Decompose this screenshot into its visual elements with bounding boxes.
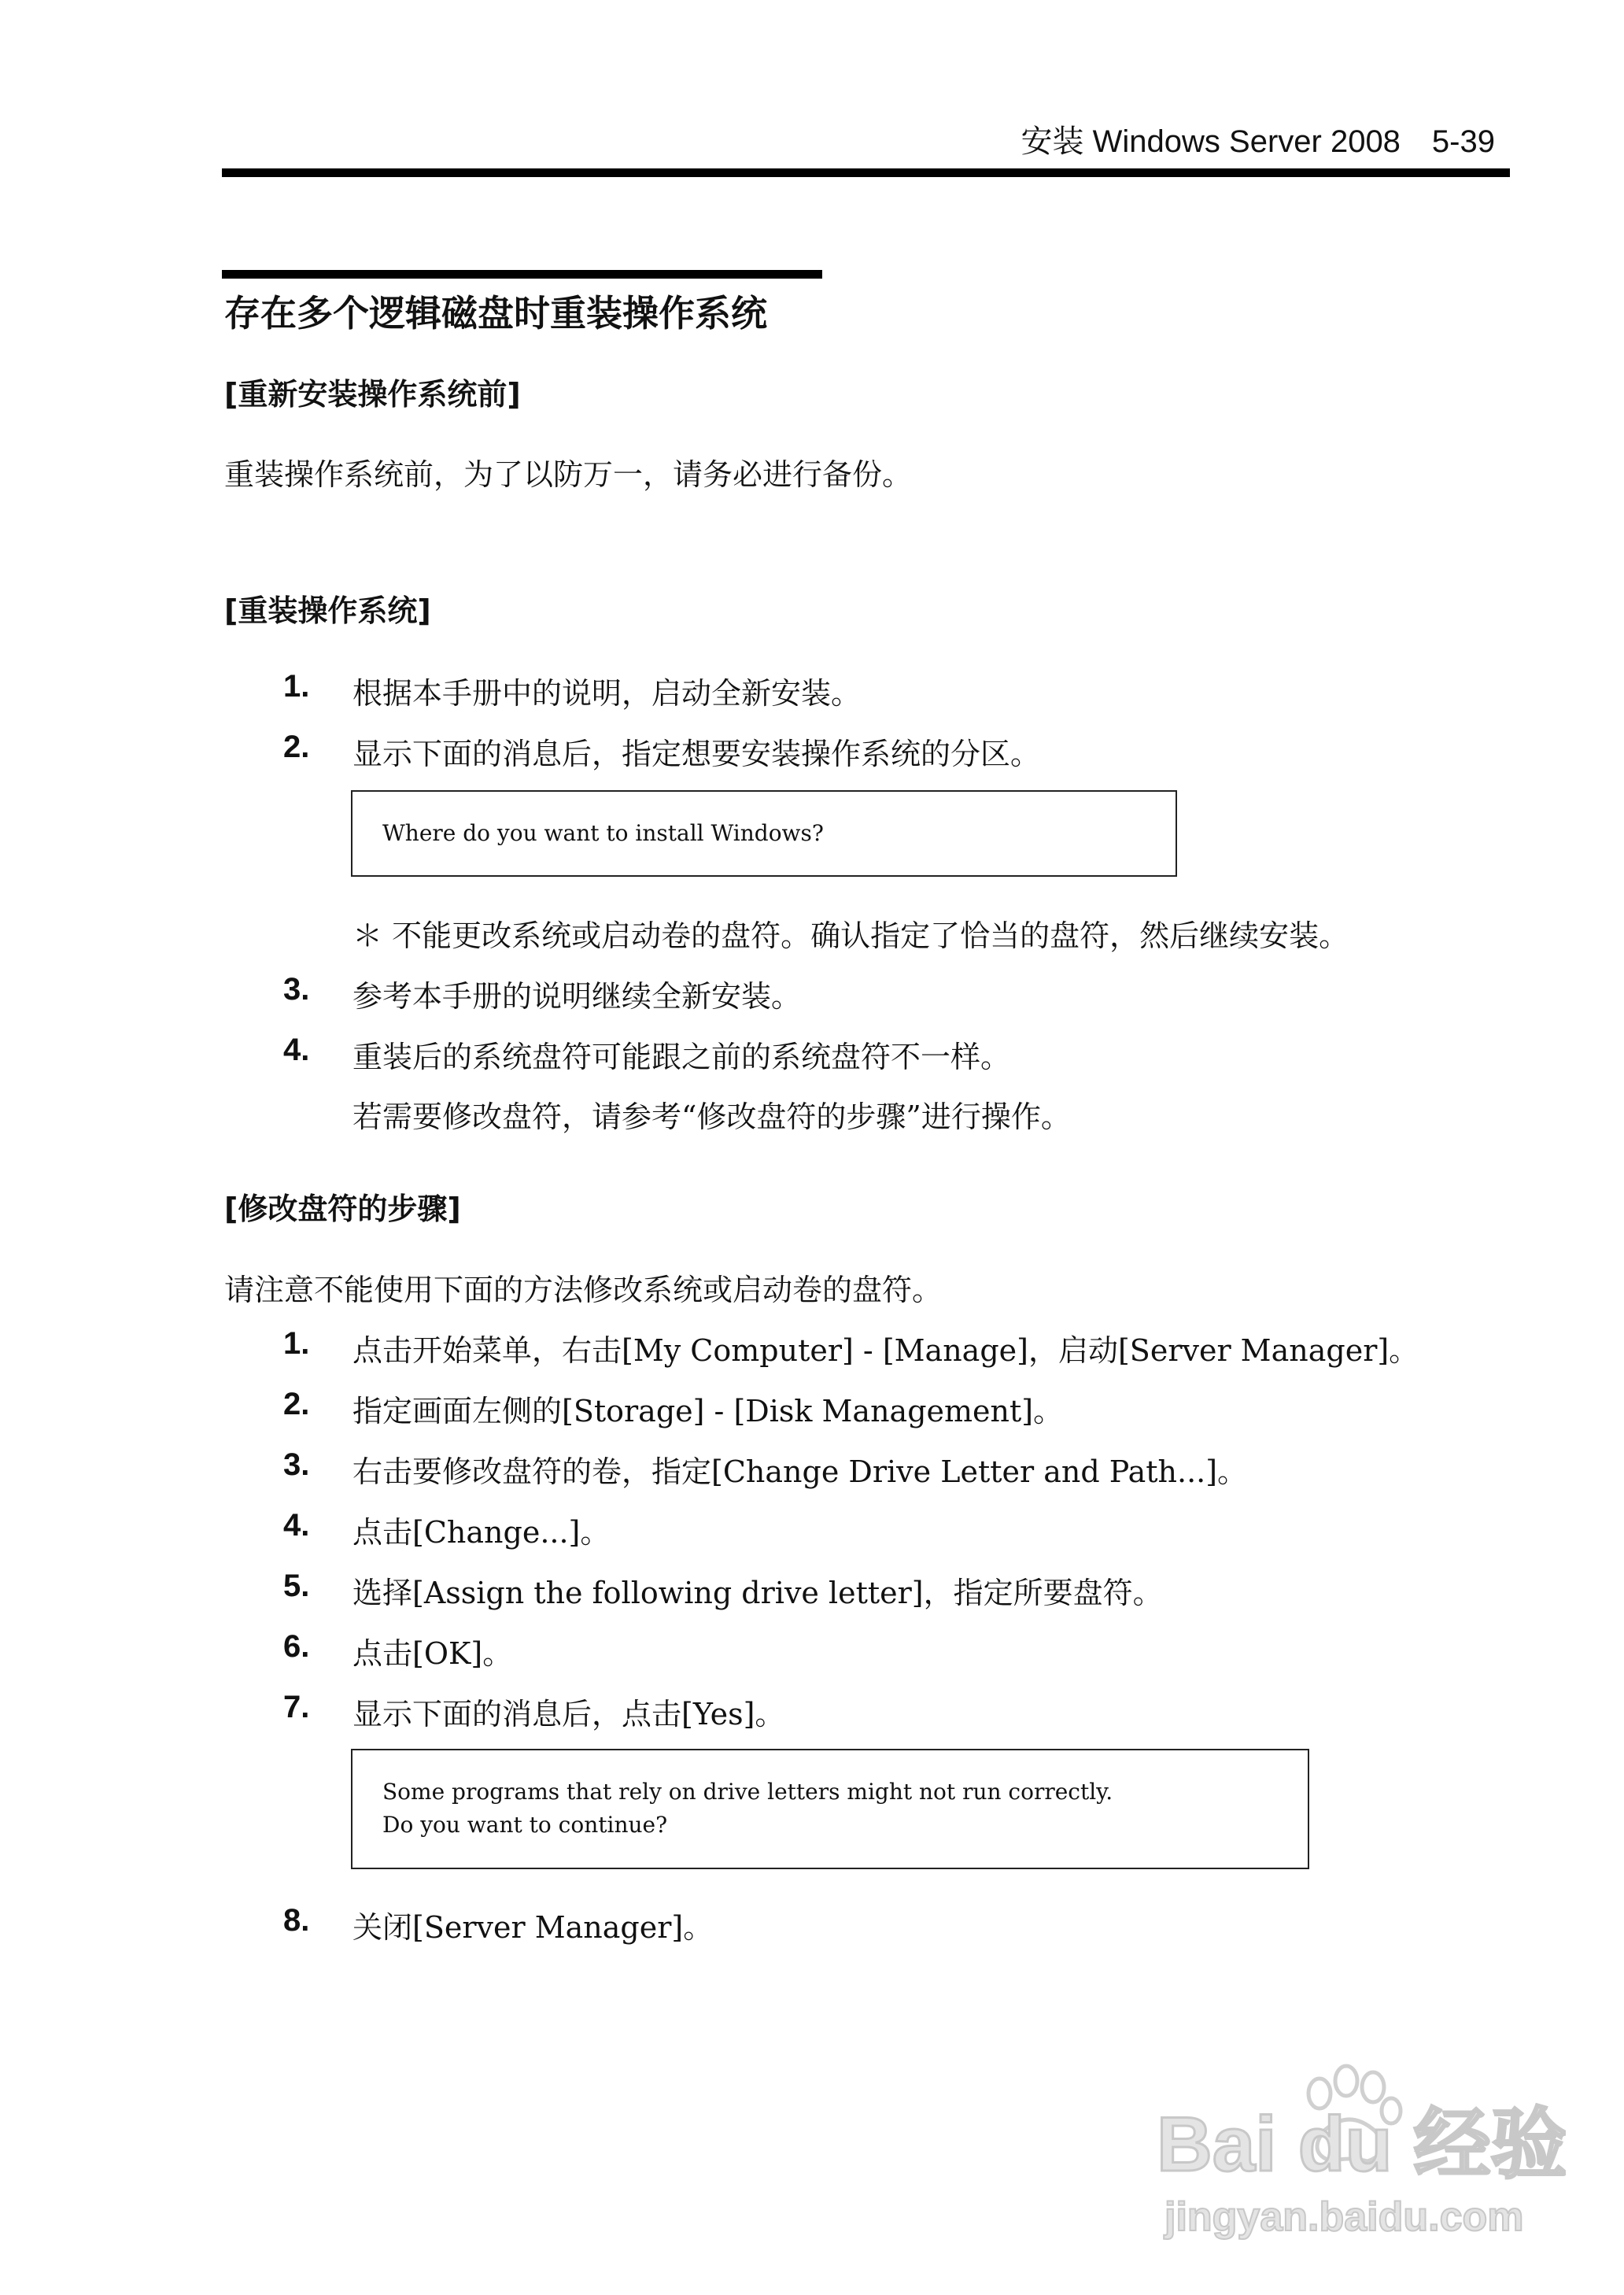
step-number: 1.: [283, 669, 310, 704]
step-number: 5.: [283, 1569, 310, 1603]
step-text: 重装后的系统盘符可能跟之前的系统盘符不一样。: [352, 1040, 1011, 1074]
heading-change-drive-letter: [修改盘符的步骤]: [224, 1192, 461, 1226]
confirm-message-box: [351, 1749, 1309, 1869]
change-intro: 请注意不能使用下面的方法修改系统或启动卷的盘符。: [224, 1273, 943, 1307]
baidu-paw-icon: [1157, 2053, 1566, 2257]
watermark-url: jingyan.baidu.com: [1164, 2194, 1524, 2240]
message-line: Some programs that rely on drive letters might not run correctly.: [382, 1779, 1113, 1805]
step-text: 显示下面的消息后，点击[Yes]。: [352, 1697, 785, 1731]
step-number: 4.: [283, 1508, 310, 1543]
step-text: 右击要修改盘符的卷，指定[Change Drive Letter and Path...]。: [352, 1454, 1248, 1489]
heading-reinstall: [重装操作系统]: [224, 593, 431, 628]
step-text: 根据本手册中的说明，启动全新安装。: [352, 676, 862, 711]
step-number: 1.: [283, 1326, 310, 1361]
header-rule: [222, 168, 1510, 177]
step-text: 选择[Assign the following drive letter]，指定所要盘符。: [352, 1576, 1163, 1610]
step-text: 点击[OK]。: [352, 1636, 513, 1671]
message-line: Where do you want to install Windows?: [382, 820, 824, 846]
heading-before-reinstall: [重新安装操作系统前]: [224, 377, 521, 412]
step-number: 3.: [283, 1447, 310, 1482]
step-text: 关闭[Server Manager]。: [352, 1910, 714, 1945]
step-number: 7.: [283, 1690, 310, 1724]
step-number: 3.: [283, 972, 310, 1007]
step-number: 2.: [283, 1387, 310, 1421]
section-title: 存在多个逻辑磁盘时重装操作系统: [224, 292, 767, 334]
step-text: 指定画面左侧的[Storage] - [Disk Management]。: [352, 1394, 1064, 1428]
install-message-box: [351, 790, 1177, 877]
step-number: 8.: [283, 1903, 310, 1938]
message-line: Do you want to continue?: [382, 1812, 668, 1838]
step-number: 6.: [283, 1629, 310, 1664]
backup-notice: 重装操作系统前，为了以防万一，请务必进行备份。: [224, 457, 913, 492]
watermark-brand: Bai du 经验: [1157, 2101, 1566, 2187]
step-text: 点击[Change...]。: [352, 1515, 611, 1550]
step-4-extra: 若需要修改盘符，请参考“修改盘符的步骤”进行操作。: [352, 1099, 1071, 1134]
step-text: 参考本手册的说明继续全新安装。: [352, 979, 802, 1014]
step-text: 点击开始菜单，右击[My Computer] - [Manage]，启动[Server Manager]。: [352, 1333, 1419, 1368]
step-text: 显示下面的消息后，指定想要安装操作系统的分区。: [352, 737, 1041, 771]
page-header: 安装 Windows Server 2008 5-39: [1021, 124, 1495, 159]
step-number: 4.: [283, 1033, 310, 1067]
baidu-watermark: [1157, 2053, 1566, 2260]
section-rule: [222, 270, 822, 279]
drive-letter-note: ＊ 不能更改系统或启动卷的盘符。确认指定了恰当的盘符，然后继续安装。: [352, 918, 1349, 953]
step-number: 2.: [283, 730, 310, 764]
